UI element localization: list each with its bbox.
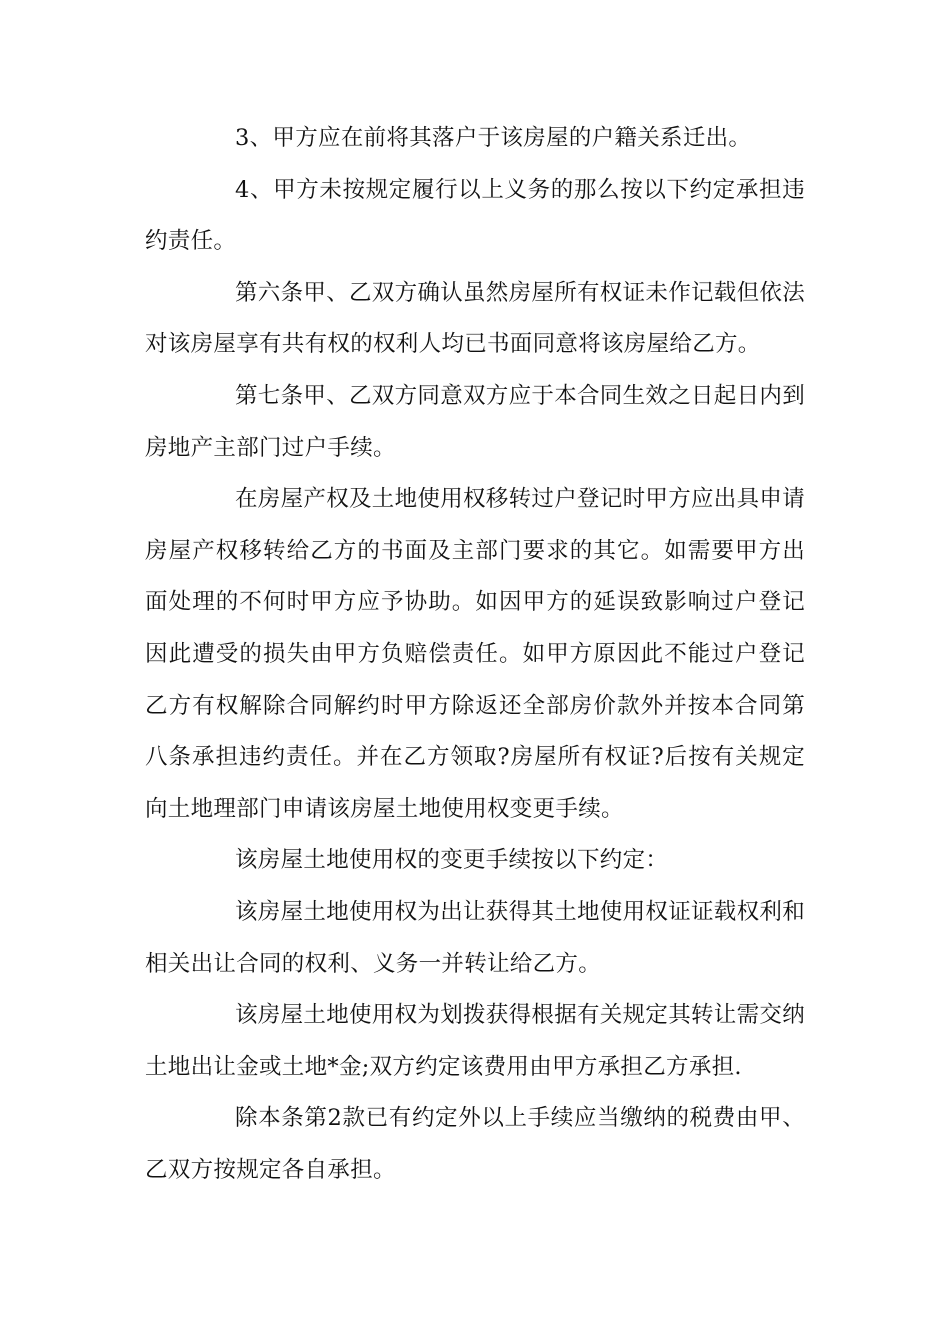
paragraph: 第六条甲、乙双方确认虽然房屋所有权证未作记载但依法对该房屋享有共有权的权利人均已书面同意将该房屋给乙方。: [145, 279, 806, 358]
paragraph: 该房屋土地使用权的变更手续按以下约定：: [235, 847, 669, 874]
paragraph: 除本条第2款已有约定外以上手续应当缴纳的税费由甲、乙双方按规定各自承担。: [145, 1105, 805, 1183]
paragraph: 第七条甲、乙双方同意双方应于本合同生效之日起日内到房地产主部门过户手续。: [145, 382, 806, 461]
paragraph: 在房屋产权及土地使用权移转过户登记时甲方应出具申请房屋产权移转给乙方的书面及主部门要求的其它。如需要甲方出面处理的不何时甲方应予协助。如因甲方的延误致影响过户登记因此遭受的损失由甲方负赔偿责任。如甲方原因此不能过户登记乙方有权解除合同解约时甲方除返还全部房价款外并按本合同第八条承担违约责任。并在乙方领取?房屋所有权证?后按有关规定向土地理部门申请该房屋土地使用权变更手续。: [145, 486, 806, 822]
paragraph: 3、甲方应在前将其落户于该房屋的户籍关系迁出。: [235, 125, 752, 151]
paragraph: 4、甲方未按规定履行以上义务的那么按以下约定承担违约责任。: [145, 176, 805, 255]
document-body: [145, 113, 805, 1196]
paragraph: 该房屋土地使用权为出让获得其土地使用权证证载权利和相关出让合同的权利、义务一并转让给乙方。: [145, 898, 806, 977]
paragraph: 该房屋土地使用权为划拨获得根据有关规定其转让需交纳土地出让金或土地*金;双方约定该费用由甲方承担乙方承担.: [145, 1002, 806, 1080]
